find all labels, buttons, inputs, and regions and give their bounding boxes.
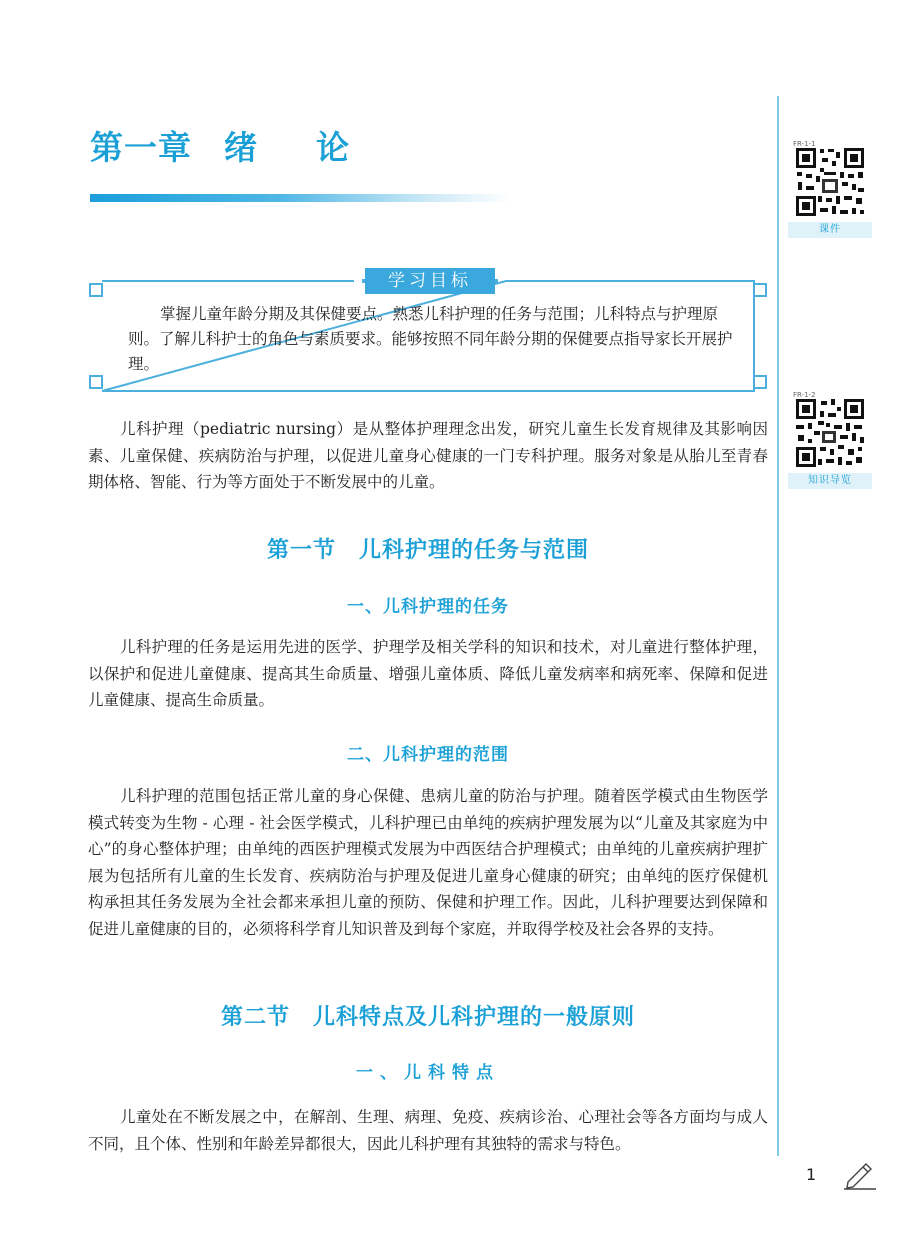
- section2-sub1-paragraph: 儿童处在不断发展之中，在解剖、生理、病理、免疫、疾病诊治、心理社会等各方面均与成人不同，且个体、性别和年龄差异都很大，因此儿科护理有其独特的需求与特色。: [88, 1108, 768, 1153]
- chapter-title-char-2: 论: [316, 128, 350, 167]
- qr-block-courseware[interactable]: [788, 140, 872, 238]
- pencil-icon: [842, 1160, 878, 1190]
- chapter-title-char-1: 绪: [224, 128, 258, 167]
- intro-paragraph: 儿科护理（pediatric nursing）是从整体护理理念出发，研究儿童生长发育规律及其影响因素、儿童保健、疾病防治与护理，以促进儿童身心健康的一门专科护理。服务对象是从胎儿至青春期体格、智能、行为等方面处于不断发展中的儿童。: [88, 420, 768, 491]
- section1-sub1-title: 一、儿科护理的任务: [347, 597, 509, 617]
- chapter-title: [90, 122, 350, 169]
- section2-title: 第二节 儿科特点及儿科护理的一般原则: [220, 1005, 635, 1030]
- learning-objectives-tag: 学习目标: [365, 268, 495, 294]
- qr-code-id: FR-1-2: [793, 391, 816, 399]
- qr-code-id: FR-1-1: [793, 140, 816, 148]
- learning-objectives-text: 掌握儿童年龄分期及其保健要点。熟悉儿科护理的任务与范围；儿科特点与护理原则。了解儿科护士的角色与素质要求。能够按照不同年龄分期的保健要点指导家长开展护理。: [128, 305, 733, 373]
- learning-objectives-box: [88, 268, 768, 404]
- qr-block-knowledge-guide[interactable]: [788, 391, 872, 489]
- section1-sub2-title: 二、儿科护理的范围: [347, 745, 509, 765]
- section1-sub1-paragraph: 儿科护理的任务是运用先进的医学、护理学及相关学科的知识和技术，对儿童进行整体护理，以保护和促进儿童健康、提高其生命质量、增强儿童体质、降低儿童发病率和病死率、保障和促进儿童健康、提高生命质量。: [88, 638, 768, 709]
- chapter-underline-bar: [90, 194, 510, 202]
- chapter-prefix: 第一章: [90, 128, 192, 167]
- section1-title: 第一节 儿科护理的任务与范围: [266, 538, 589, 563]
- qr-label-knowledge-guide: 知识导览: [788, 473, 872, 489]
- section1-sub2-paragraph: 儿科护理的范围包括正常儿童的身心保健、患病儿童的防治与护理。随着医学模式由生物医学模式转变为生物 - 心理 - 社会医学模式，儿科护理已由单纯的疾病护理发展为以“儿童及其家庭为中心”的身心整体护理；由单纯的西医护理模式发展为中西医结合护理模式；由单纯的儿童疾病护理扩展为包括所有儿童的生长发育、疾病防治与护理及促进儿童身心健康的研究；由单纯的医疗保健机构承担其任务发展为全社会都来承担儿童的预防、保健和护理工作。因此，儿科护理要达到保障和促进儿童健康的目的，必须将科学育儿知识普及到每个家庭，并取得学校及社会各界的支持。: [88, 787, 768, 938]
- page-number: 1: [806, 1165, 817, 1184]
- margin-rule: [777, 96, 779, 1156]
- section2-sub1-title: 一、儿科特点: [356, 1063, 500, 1083]
- qr-code-icon[interactable]: [794, 146, 866, 218]
- qr-code-icon[interactable]: [794, 397, 866, 469]
- qr-label-courseware: 课件: [788, 222, 872, 238]
